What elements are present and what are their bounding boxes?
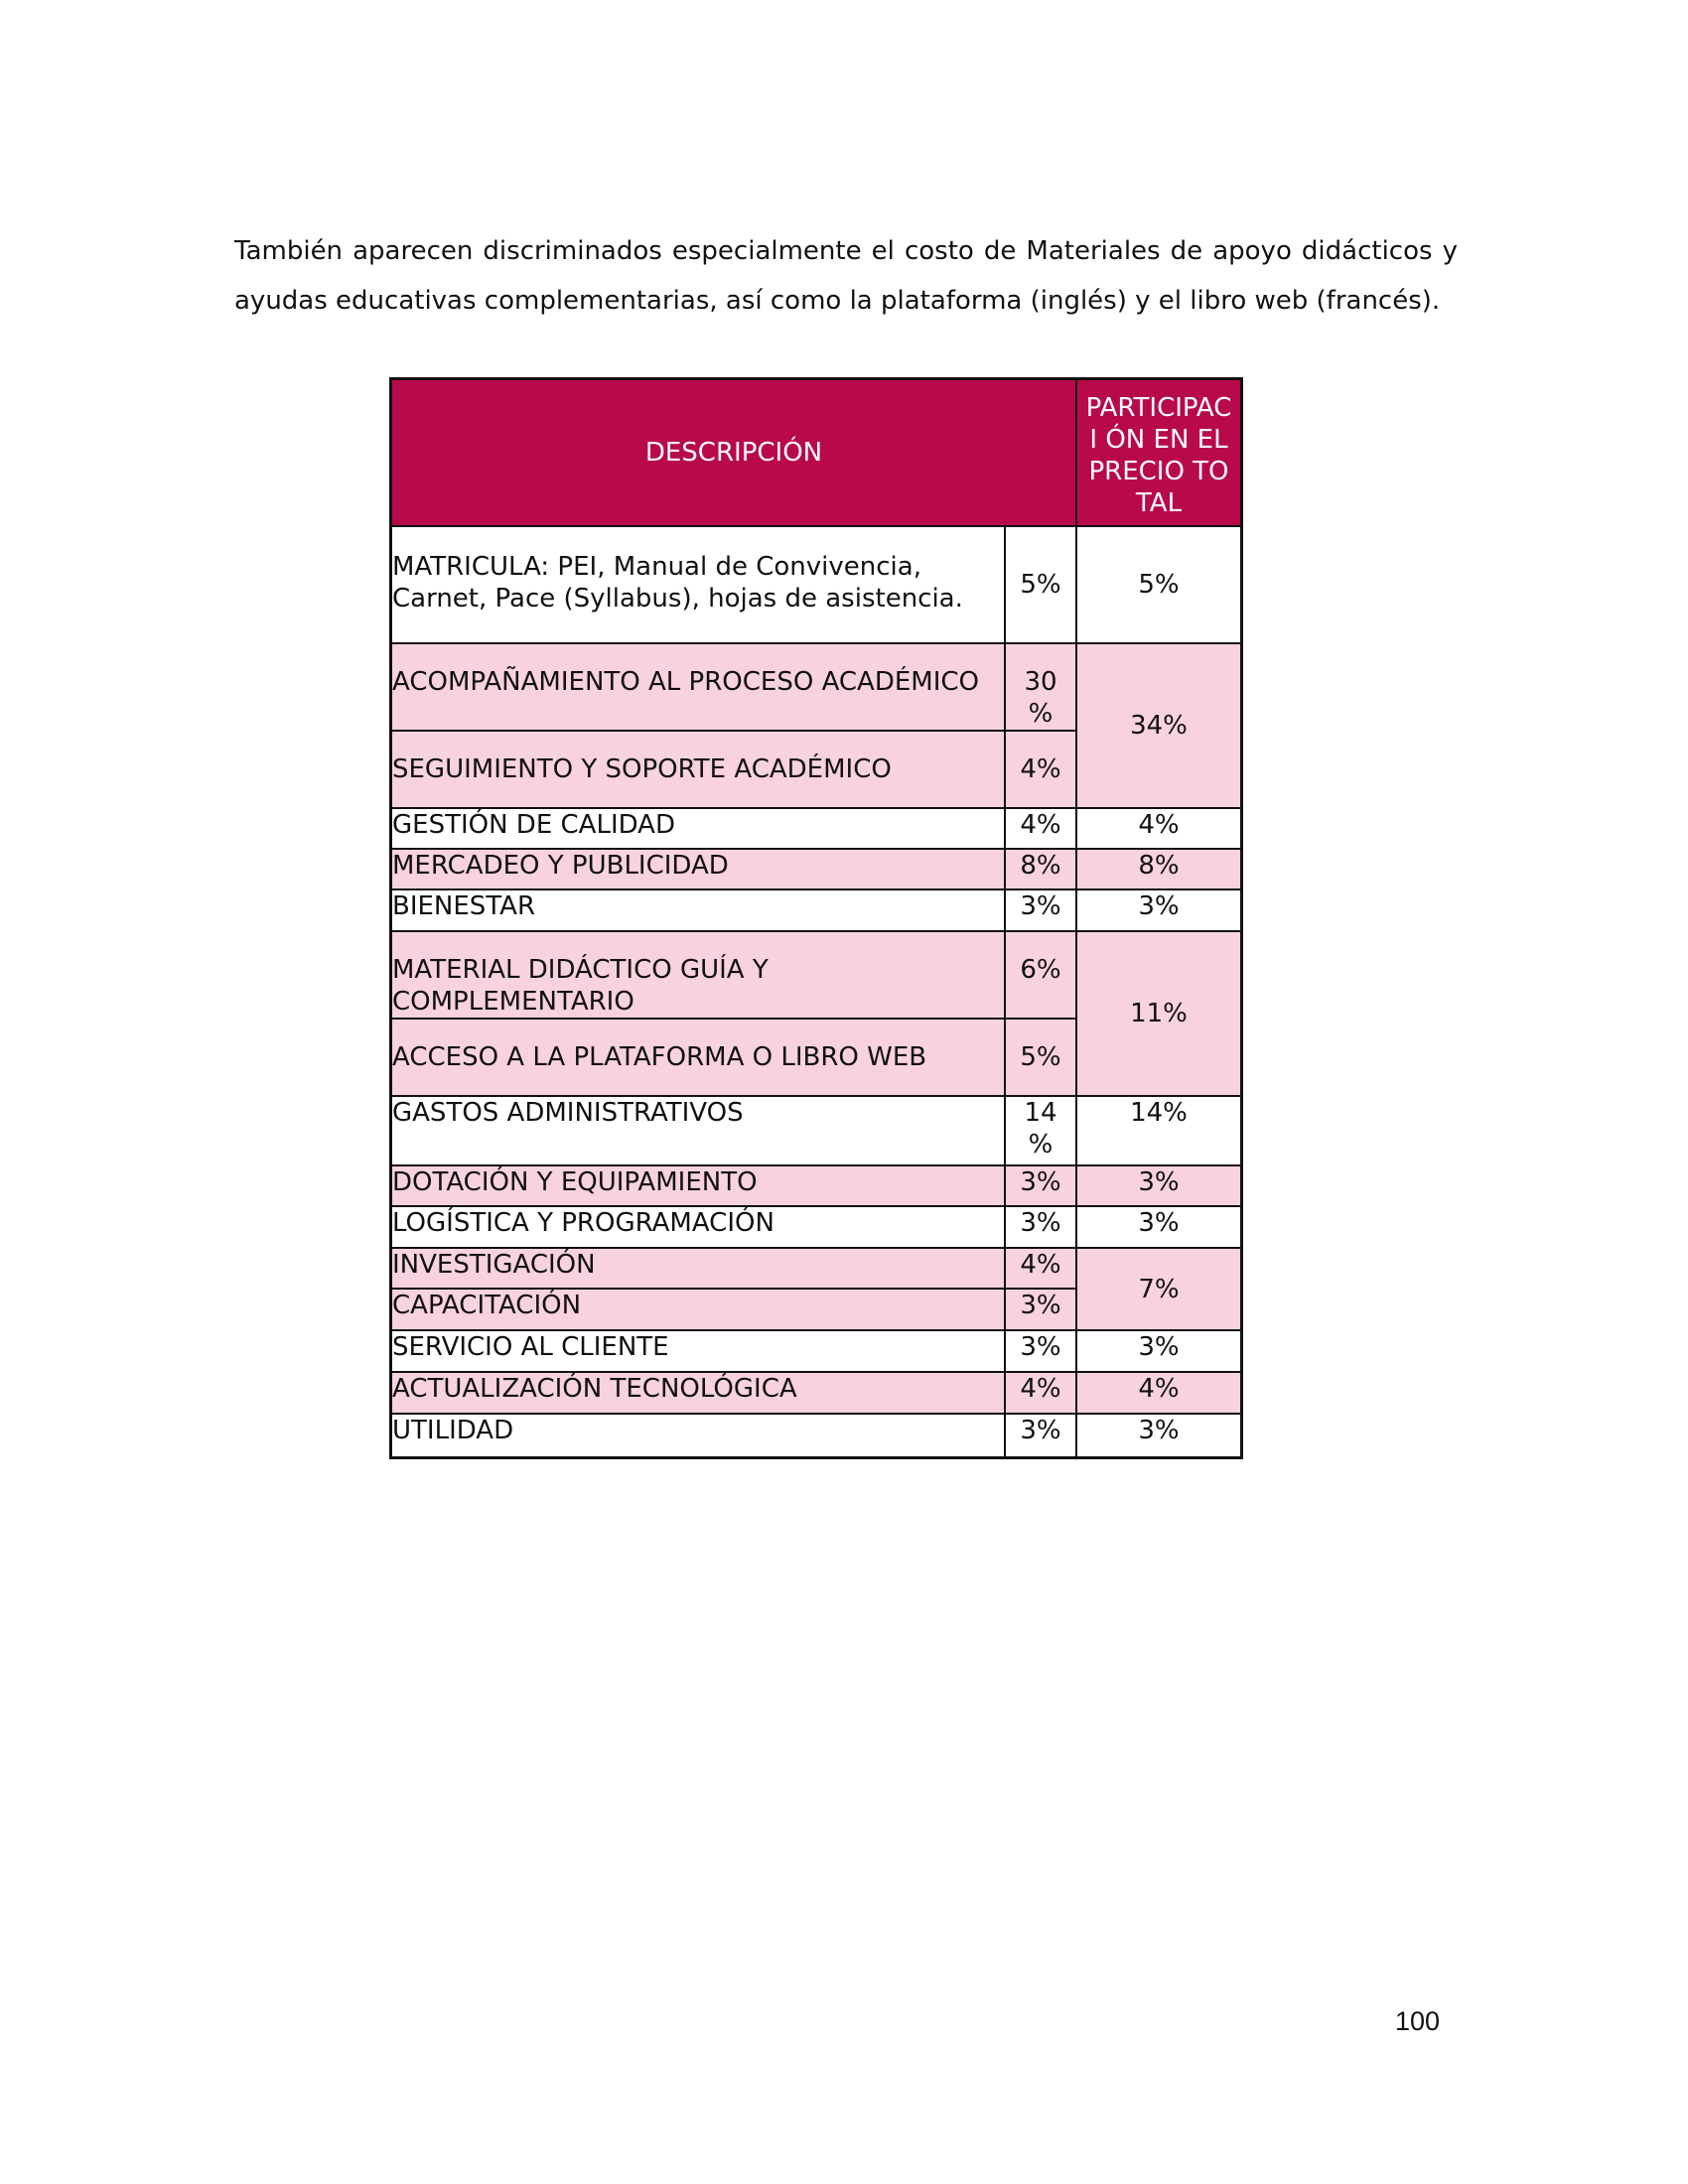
- row-pct-matricula: 5%: [1005, 526, 1076, 643]
- row-label-logistica: LOGÍSTICA Y PROGRAMACIÓN: [391, 1206, 1006, 1248]
- table-row: [391, 1414, 1242, 1457]
- row-pct-utilidad: 3%: [1005, 1414, 1076, 1457]
- row-total-matricula: 5%: [1076, 526, 1242, 643]
- row-label-mercadeo: MERCADEO Y PUBLICIDAD: [391, 849, 1006, 889]
- row-label-seguimiento: SEGUIMIENTO Y SOPORTE ACADÉMICO: [391, 731, 1006, 808]
- row-label-bienestar: BIENESTAR: [391, 889, 1006, 931]
- header-description: DESCRIPCIÓN: [391, 379, 1077, 527]
- intro-line-1: También aparecen discriminados especialmente el costo de Materiales de apoyo didácticos y: [234, 236, 1458, 266]
- row-total-gestion: 4%: [1076, 808, 1242, 849]
- row-label-servicio: SERVICIO AL CLIENTE: [391, 1330, 1006, 1372]
- row-pct-gastos: [1005, 1096, 1076, 1165]
- table-row: [391, 931, 1242, 1019]
- table-row: [391, 526, 1242, 643]
- table-row: [391, 1165, 1242, 1206]
- table-row: [391, 1096, 1242, 1165]
- row-label-material: MATERIAL DIDÁCTICO GUÍA Y COMPLEMENTARIO: [391, 931, 1006, 1019]
- row-pct-acompanamiento-text: 30 %: [1024, 667, 1057, 729]
- row-pct-mercadeo: 8%: [1005, 849, 1076, 889]
- row-total-investigacion: 7%: [1076, 1248, 1242, 1330]
- intro-line-2: ayudas educativas complementarias, así como la plataforma (inglés) y el libro web (francés).: [234, 286, 1441, 316]
- row-pct-acompanamiento: [1005, 643, 1076, 731]
- row-total-utilidad: 3%: [1076, 1414, 1242, 1457]
- row-total-dotacion: 3%: [1076, 1165, 1242, 1206]
- page-number: 100: [1394, 2006, 1440, 2036]
- row-pct-material: 6%: [1005, 931, 1076, 1019]
- table-row: [391, 889, 1242, 931]
- row-total-servicio: 3%: [1076, 1330, 1242, 1372]
- header-participation-text: PARTICIPACI ÓN EN EL PRECIO TOTAL: [1085, 393, 1232, 518]
- row-label-gestion: GESTIÓN DE CALIDAD: [391, 808, 1006, 849]
- row-pct-acceso: 5%: [1005, 1019, 1076, 1096]
- row-total-acompanamiento: 34%: [1076, 643, 1242, 808]
- row-pct-actualizacion: 4%: [1005, 1372, 1076, 1414]
- row-label-matricula: MATRICULA: PEI, Manual de Convivencia, Carnet, Pace (Syllabus), hojas de asistencia.: [391, 526, 1006, 643]
- cost-participation-table: [389, 377, 1243, 1459]
- row-label-acceso: ACCESO A LA PLATAFORMA O LIBRO WEB: [391, 1019, 1006, 1096]
- table-row: [391, 1248, 1242, 1289]
- row-pct-dotacion: 3%: [1005, 1165, 1076, 1206]
- table-row: [391, 1372, 1242, 1414]
- row-label-utilidad: UTILIDAD: [391, 1414, 1006, 1457]
- row-total-gastos: 14%: [1076, 1096, 1242, 1165]
- row-label-actualizacion: ACTUALIZACIÓN TECNOLÓGICA: [391, 1372, 1006, 1414]
- row-total-mercadeo: 8%: [1076, 849, 1242, 889]
- row-total-actualizacion: 4%: [1076, 1372, 1242, 1414]
- row-pct-gastos-text: 14 %: [1024, 1098, 1057, 1160]
- intro-paragraph: [234, 226, 1458, 326]
- table-row: [391, 1330, 1242, 1372]
- table-row: [391, 808, 1242, 849]
- row-pct-seguimiento: 4%: [1005, 731, 1076, 808]
- row-label-investigacion: INVESTIGACIÓN: [391, 1248, 1006, 1289]
- row-label-acompanamiento: ACOMPAÑAMIENTO AL PROCESO ACADÉMICO: [391, 643, 1006, 731]
- row-label-gastos: GASTOS ADMINISTRATIVOS: [391, 1096, 1006, 1165]
- table-header-row: [391, 379, 1242, 527]
- table-row: [391, 849, 1242, 889]
- row-label-dotacion: DOTACIÓN Y EQUIPAMIENTO: [391, 1165, 1006, 1206]
- row-pct-bienestar: 3%: [1005, 889, 1076, 931]
- row-pct-capacitacion: 3%: [1005, 1289, 1076, 1330]
- table-row: [391, 1206, 1242, 1248]
- header-participation: [1076, 379, 1242, 527]
- row-pct-investigacion: 4%: [1005, 1248, 1076, 1289]
- row-pct-logistica: 3%: [1005, 1206, 1076, 1248]
- table-row: [391, 643, 1242, 731]
- row-total-logistica: 3%: [1076, 1206, 1242, 1248]
- row-total-bienestar: 3%: [1076, 889, 1242, 931]
- row-pct-gestion: 4%: [1005, 808, 1076, 849]
- row-pct-servicio: 3%: [1005, 1330, 1076, 1372]
- row-label-capacitacion: CAPACITACIÓN: [391, 1289, 1006, 1330]
- row-total-material: 11%: [1076, 931, 1242, 1096]
